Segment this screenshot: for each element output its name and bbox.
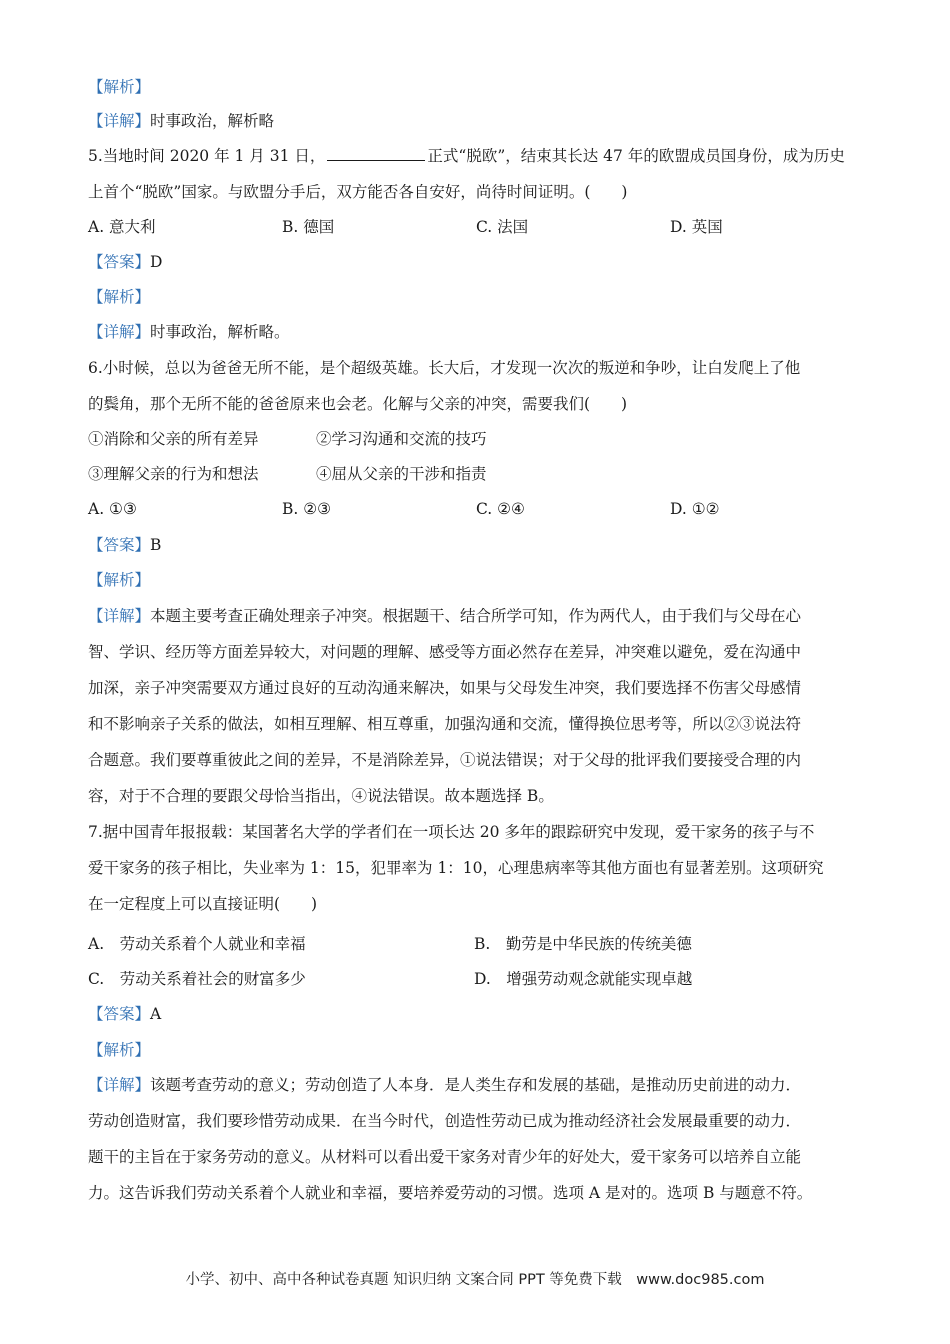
answer-label: 【答案】 [88,1005,151,1023]
q7-detail-line-2: 劳动创造财富，我们要珍惜劳动成果．在当今时代，创造性劳动已成为推动经济社会发展最重要的动力． [88,1112,802,1130]
q7-option-b: B. 勤劳是中华民族的传统美德 [474,935,692,953]
analysis-label: 【解析】 [88,288,151,306]
q6-answer: B [150,536,162,554]
q6-detail-line-4: 和不影响亲子关系的做法，如相互理解、相互尊重，加强沟通和交流，懂得换位思考等，所以②③说法符 [88,715,802,733]
q6-choice-4: ④屈从父亲的干涉和指责 [316,465,487,483]
question-7-line-2: 爱干家务的孩子相比，失业率为 1：15，犯罪率为 1：10，心理患病率等其他方面也有显著差别。这项研究 [88,859,824,877]
q7-option-a: A. 劳动关系着个人就业和幸福 [88,935,306,953]
question-5-line-2: 上首个“脱欧”国家。与欧盟分手后，双方能否各自安好，尚待时间证明。( ) [88,183,628,201]
analysis-label: 【解析】 [88,571,151,589]
q6-detail-line-2: 智、学识、经历等方面差异较大，对问题的理解、感受等方面必然存在差异，冲突难以避免，爱在沟通中 [88,643,802,661]
detail-text: 时事政治，解析略 [150,112,275,130]
q5-option-c: C. 法国 [476,218,529,236]
detail-label: 【详解】 [88,112,151,130]
q6-choice-1: ①消除和父亲的所有差异 [88,430,259,448]
q6-option-d: D. ①② [670,500,720,518]
q7-answer: A [150,1005,162,1023]
q5-option-d: D. 英国 [670,218,723,236]
q5-answer-row [88,251,868,273]
page-footer: 小学、初中、高中各种试卷真题 知识归纳 文案合同 PPT 等免费下载 www.doc985.com [185,1272,765,1288]
q5-text-before-blank: 5.当地时间 2020 年 1 月 31 日， [88,147,326,165]
q5-answer: D [150,253,163,271]
q7-detail-line-1 [88,1074,868,1096]
answer-label: 【答案】 [88,253,151,271]
q7-detail-line-4: 力。这告诉我们劳动关系着个人就业和幸福，要培养爱劳动的习惯。选项 A 是对的。选项 B 与题意不符。 [88,1184,813,1202]
q7-option-c: C. 劳动关系着社会的财富多少 [88,970,306,988]
q7-detail-line-3: 题干的主旨在于家务劳动的意义。从材料可以看出爱干家务对青少年的好处大，爱干家务可以培养自立能 [88,1148,802,1166]
analysis-label: 【解析】 [88,1041,151,1059]
q6-detail-line-3: 加深，亲子冲突需要双方通过良好的互动沟通来解决，如果与父母发生冲突，我们要选择不伤害父母感情 [88,679,802,697]
detail-label: 【详解】 [88,1076,151,1094]
q6-option-a: A. ①③ [88,500,137,518]
q6-detail-line-6: 容，对于不合理的要跟父母恰当指出，④说法错误。故本题选择 B。 [88,787,554,805]
q7-answer-row [88,1003,868,1025]
question-7-line-1: 7.据中国青年报报载：某国著名大学的学者们在一项长达 20 多年的跟踪研究中发现，爱干家务的孩子与不 [88,823,815,841]
q5-option-b: B. 德国 [282,218,335,236]
q6-answer-row [88,534,868,556]
q5-text-after-blank: 正式“脱欧”，结束其长达 47 年的欧盟成员国身份，成为历史 [427,147,845,165]
question-6-line-2: 的鬓角，那个无所不能的爸爸原来也会老。化解与父亲的冲突，需要我们( ) [88,395,628,413]
q6-option-c: C. ②④ [476,500,525,518]
detail-row [88,110,868,132]
detail-text: 本题主要考查正确处理亲子冲突。根据题干、结合所学可知，作为两代人，由于我们与父母在心 [150,607,802,625]
analysis-label: 【解析】 [88,78,151,96]
question-7-line-3: 在一定程度上可以直接证明( ) [88,895,318,913]
detail-label: 【详解】 [88,607,151,625]
q5-detail-text: 时事政治，解析略。 [150,323,290,341]
q6-detail-line-1 [88,605,868,627]
q5-detail-row [88,321,868,343]
detail-label: 【详解】 [88,323,151,341]
q6-detail-line-5: 合题意。我们要尊重彼此之间的差异，不是消除差异，①说法错误；对于父母的批评我们要接受合理的内 [88,751,802,769]
answer-blank [327,145,425,161]
q5-option-a: A. 意大利 [88,218,156,236]
answer-label: 【答案】 [88,536,151,554]
q6-choice-3: ③理解父亲的行为和想法 [88,465,259,483]
question-6-line-1: 6.小时候，总以为爸爸无所不能，是个超级英雄。长大后，才发现一次次的叛逆和争吵，让白发爬上了他 [88,359,801,377]
q6-option-b: B. ②③ [282,500,332,518]
q7-option-d: D. 增强劳动观念就能实现卓越 [474,970,693,988]
q6-choice-2: ②学习沟通和交流的技巧 [316,430,487,448]
detail-text: 该题考查劳动的意义；劳动创造了人本身．是人类生存和发展的基础，是推动历史前进的动力． [150,1076,802,1094]
question-5-line-1 [88,145,868,167]
